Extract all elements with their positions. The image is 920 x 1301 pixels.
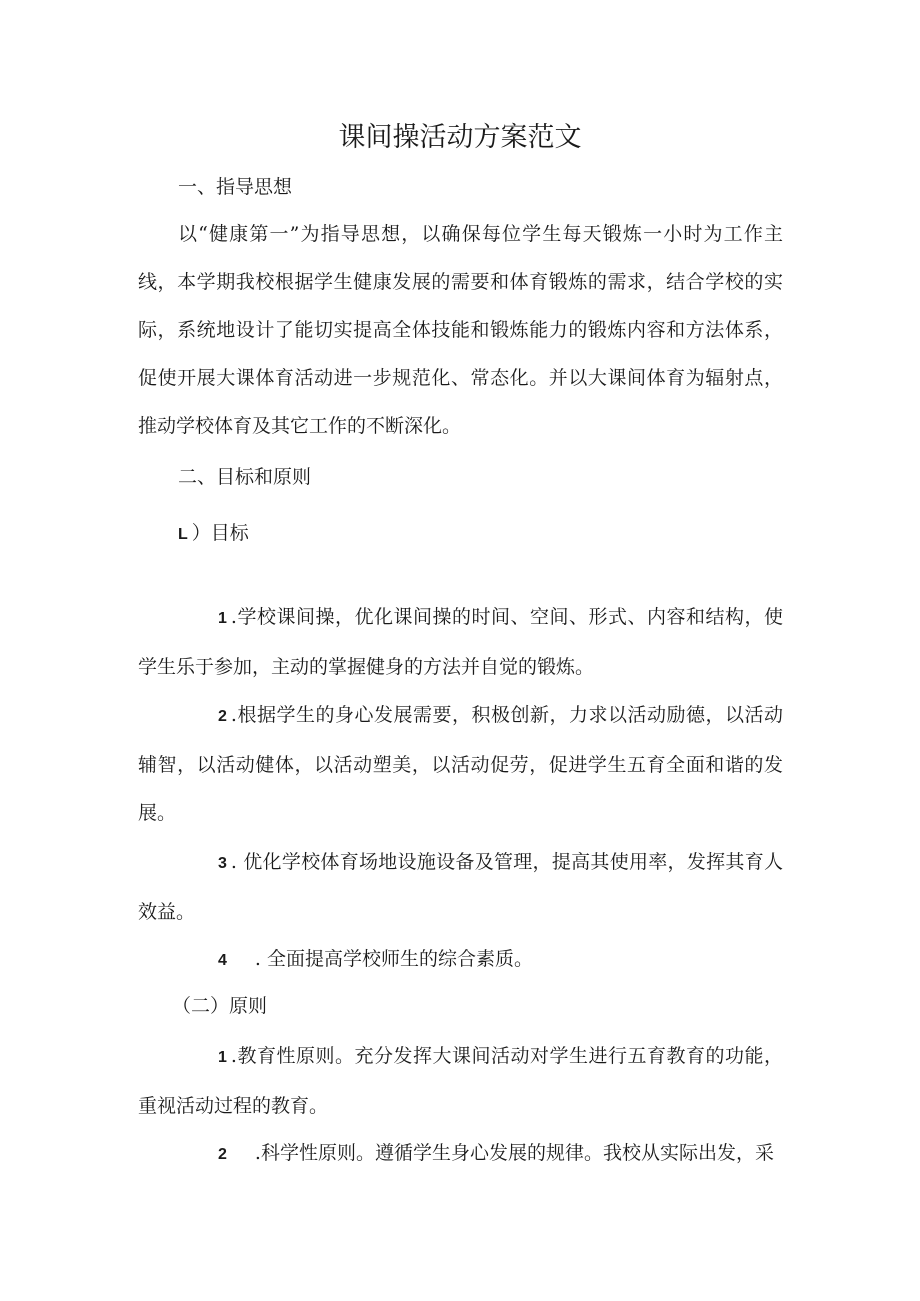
principle-item-text: .教育性原则。充分发挥大课间活动对学生进行五育教育的功能，重视活动过程的教育。 [138,1045,783,1117]
subheading-principles: （二）原则 [172,995,268,1017]
principle-item-1 [138,1032,783,1130]
goal-item-text: . 全面提高学校师生的综合素质。 [254,948,533,970]
paragraph-guiding-thought: 以“健康第一”为指导思想，以确保每位学生每天锻炼一小时为工作主线，本学期我校根据学生健康发展的需要和体育锻炼的需求，结合学校的实际，系统地设计了能切实提高全体技能和锻炼能力的锻炼内容和方法体系，促使开展大课体育活动进一步规范化、常态化。并以大课间体育为辐射点，推动学校体育及其它工作的不断深化。 [138,223,783,437]
goal-item-text: . 优化学校体育场地设施设备及管理，提高其使用率，发挥其育人效益。 [138,851,783,923]
goal-item-number: 2 [218,708,227,725]
section-heading-goals-principles: 二、目标和原则 [178,466,312,488]
document-title: 课间操活动方案范文 [338,122,582,153]
principle-item-number: 1 [218,1049,227,1066]
goal-item-2 [138,691,783,837]
goal-item-number: 1 [218,610,227,627]
goal-item-4 [138,935,783,985]
goal-item-text: .根据学生的身心发展需要，积极创新，力求以活动励德，以活动辅智，以活动健体，以活动塑美，以活动促劳，促进学生五育全面和谐的发展。 [138,704,783,824]
principle-item-2 [138,1129,783,1179]
section-heading-guiding-thought: 一、指导思想 [178,176,293,198]
principle-item-number: 2 [218,1146,227,1163]
goal-item-text: .学校课间操，优化课间操的时间、空间、形式、内容和结构，使学生乐于参加，主动的掌握健身的方法并自觉的锻炼。 [138,606,783,678]
goal-item-number: 3 [218,855,227,872]
goal-item-1 [138,593,783,691]
goal-item-3 [138,838,783,936]
goal-item-number: 4 [218,952,227,969]
principle-item-text: .科学性原则。遵循学生身心发展的规律。我校从实际出发，采 [254,1142,774,1164]
subheading-goals-label: ）目标 [191,522,249,544]
subheading-goals [178,518,249,550]
subheading-goals-number: L [178,526,188,543]
